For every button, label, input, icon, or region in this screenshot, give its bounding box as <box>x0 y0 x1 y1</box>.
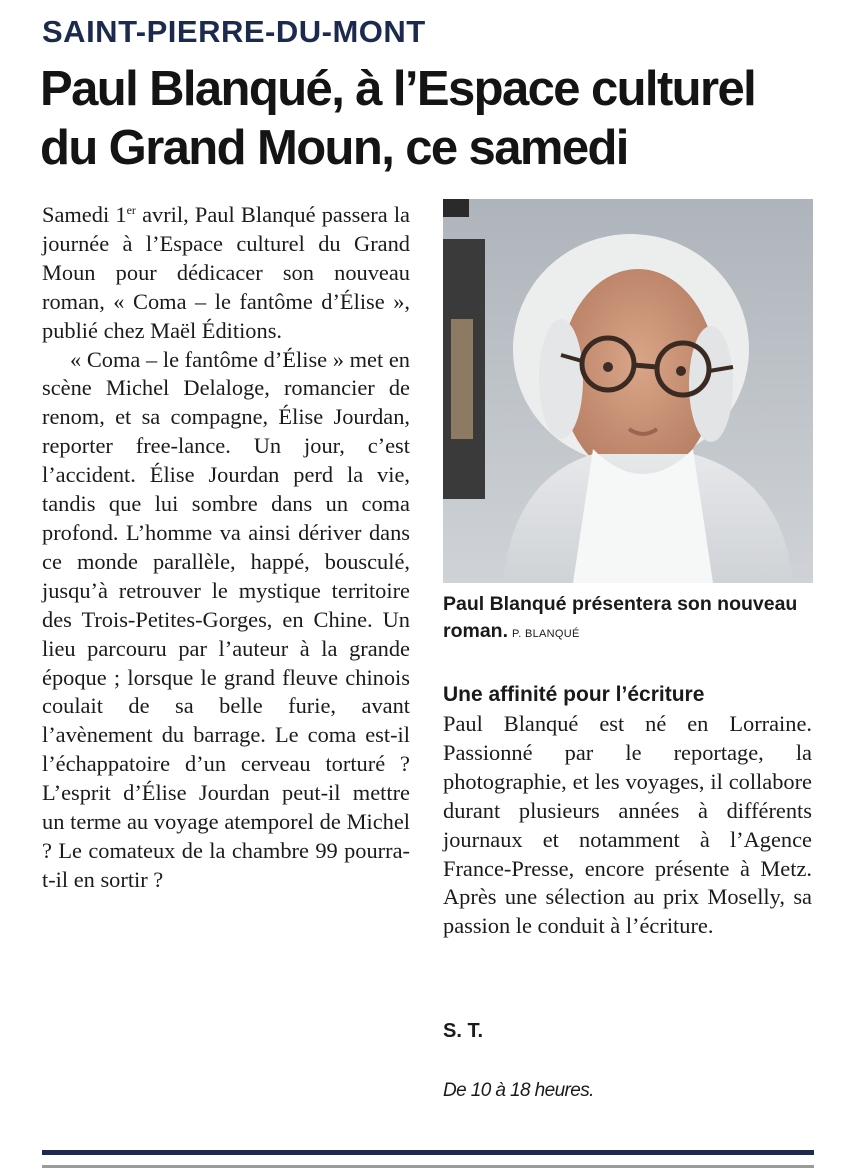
intro-paragraph <box>42 196 410 346</box>
bio-paragraph: Paul Blanqué est né en Lorraine. Passionné par le reportage, la photographie, et les voyages, il collabore durant plusieurs années à différents journaux et notamment à l’Agence France-Presse, encore présente à Metz. Après une sélection au prix Moselly, sa passion le conduit à l’écriture. <box>443 711 812 939</box>
portrait-illustration <box>443 199 813 583</box>
section-subhead: Une affinité pour l’écriture <box>443 683 705 706</box>
event-hours: De 10 à 18 heures. <box>443 1080 594 1101</box>
author-photo <box>443 199 813 583</box>
article-headline <box>40 60 830 178</box>
section-kicker: SAINT-PIERRE-DU-MONT <box>42 14 426 49</box>
caption-text: Paul Blanqué présentera son nouveau roman. <box>443 593 798 642</box>
photo-credit: P. BLANQUÉ <box>512 628 580 640</box>
left-column <box>42 196 410 895</box>
bottom-rule <box>42 1150 814 1155</box>
intro-start: Samedi 1 <box>42 202 127 227</box>
headline-line-1: Paul Blanqué, à l’Espace culturel <box>40 62 756 116</box>
intro-rest: avril, Paul Blanqué passera la journée à l’Espace culturel du Grand Moun pour dédicacer son nouveau roman, « Coma – le fantôme d’Élise », publié chez Maël Éditions. <box>42 202 410 343</box>
headline-line-2: du Grand Moun, ce samedi <box>40 121 628 175</box>
intro-superscript: er <box>126 203 136 217</box>
story-paragraph: « Coma – le fantôme d’Élise » met en scène Michel Delaloge, romancier de renom, et sa compagne, Élise Jourdan, reporter free-lance. Un jour, c’est l’accident. Élise Jourdan perd la vie, tandis que lui sombre dans un coma profond. L’homme va ainsi dériver dans ce monde parallèle, happé, bousculé, jusqu’à retrouver le mystique territoire des Trois-Petites-Gorges, en Chine. Un lieu parcouru par l’auteur à la grande époque ; lorsque le grand fleuve chinois coulait de sa belle furie, avant l’avènement du barrage. Le coma est-il l’échappatoire d’un cerveau torturé ? L’esprit d’Élise Jourdan peut-il mettre un terme au voyage atemporel de Michel ? Le comateux de la chambre 99 pourra-t-il en sortir ? <box>42 346 410 892</box>
photo-caption <box>443 591 823 648</box>
right-column <box>443 710 812 941</box>
author-signature: S. T. <box>443 1020 484 1042</box>
bottom-rule-secondary <box>42 1165 814 1168</box>
